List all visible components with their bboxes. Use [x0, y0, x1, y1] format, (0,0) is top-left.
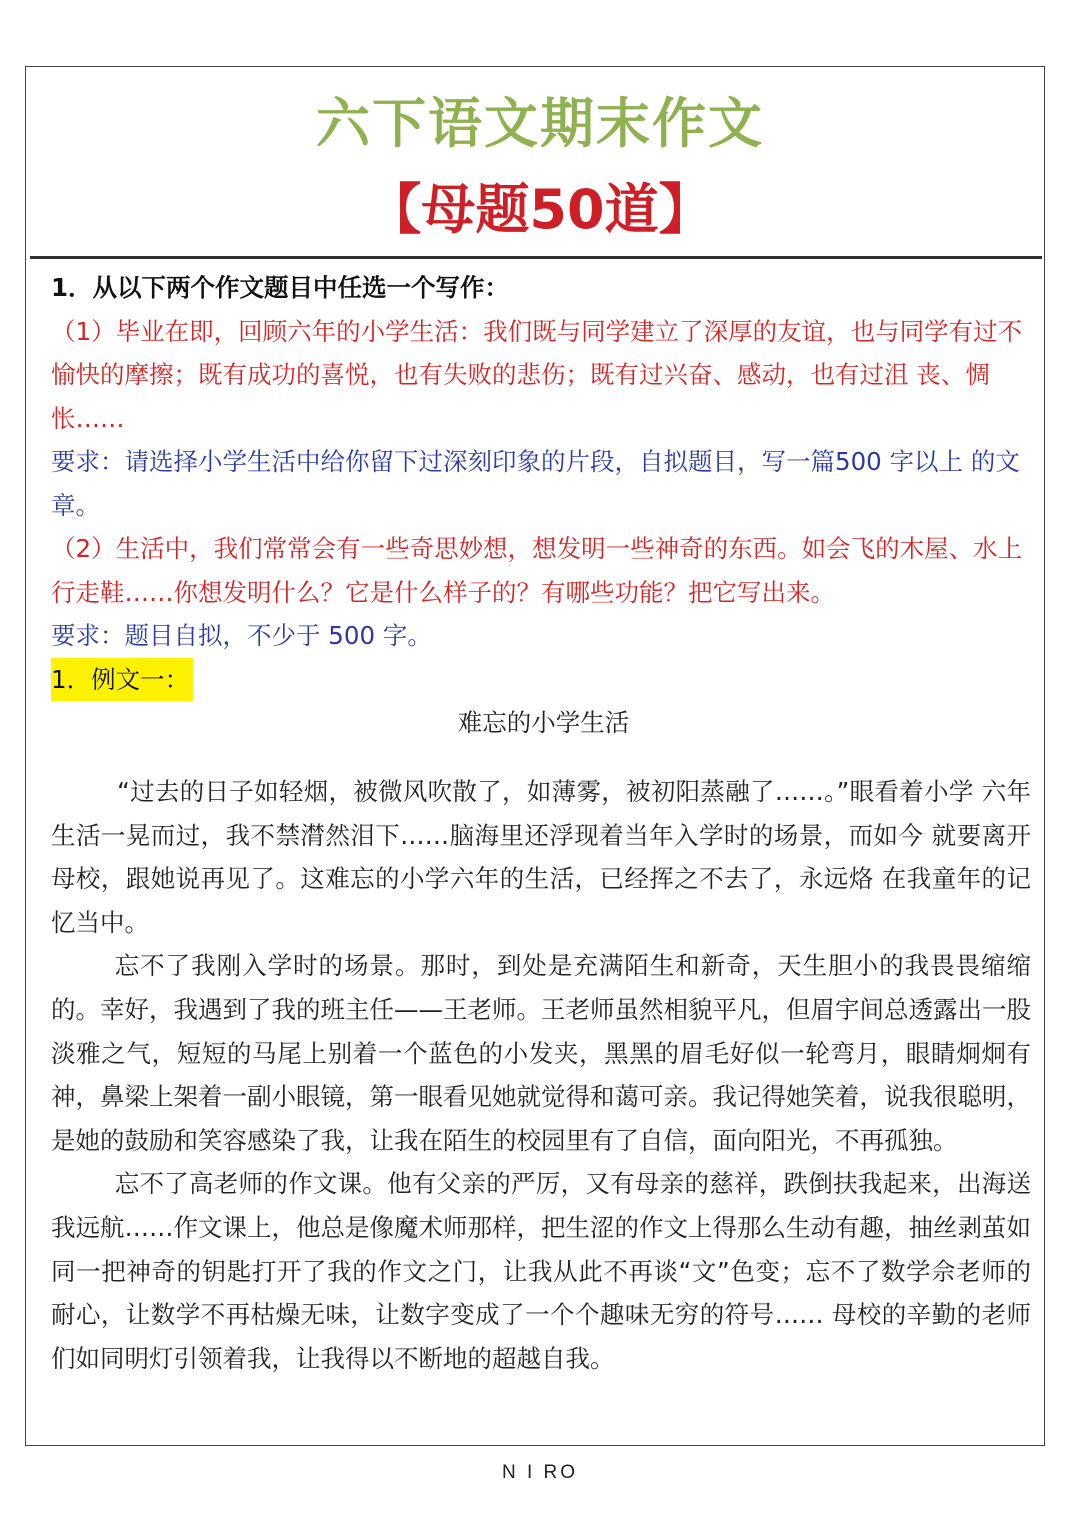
option-1-requirement: 要求：请选择小学生活中给你留下过深刻印象的片段，自拟题目，写一篇500 字以上 的文章。 [51, 447, 1020, 520]
question-section [51, 266, 1036, 745]
essay-paragraph: “过去的日子如轻烟，被微风吹散了，如薄雾，被初阳蒸融了……。”眼看着小学 六年生活一晃而过，我不禁潸然泪下……脑海里还浮现着当年入学时的场景，而如今 就要离开母校，跟她说再见了。这难忘的小学六年的生活，已经挥之不去了，永远烙 在我童年的记忆当中。 [51, 777, 1031, 937]
example-label-row [51, 658, 1036, 702]
example-label: 1．例文一： [51, 658, 193, 702]
question-heading: 1．从以下两个作文题目中任选一个写作： [51, 273, 510, 302]
option-2-requirement: 要求：题目自拟，不少于 500 字。 [51, 621, 432, 650]
essay-paragraph: 忘不了高老师的作文课。他有父亲的严厉，又有母亲的慈祥，跌倒扶我起来，出海送我远航……作文课上，他总是像魔术师那样，把生涩的作文上得那么生动有趣，抽丝剥茧如同一把神奇的钥匙打开了我的作文之门，让我从此不再谈“文”色变；忘不了数学佘老师的耐心，让数学不再枯燥无味，让数字变成了一个个趣味无穷的符号…… 母校的辛勤的老师们如同明灯引领着我，让我得以不断地的超越自我。 [51, 1169, 1031, 1373]
essay-paragraph: 忘不了我刚入学时的场景。那时，到处是充满陌生和新奇，天生胆小的我畏畏缩缩的。幸好，我遇到了我的班主任——王老师。王老师虽然相貌平凡，但眉宇间总透露出一股淡雅之气，短短的马尾上别着一个蓝色的小发夹，黑黑的眉毛好似一轮弯月，眼睛炯炯有神，鼻梁上架着一副小眼镜，第一眼看见她就觉得和蔼可亲。我记得她笑着，说我很聪明，是她的鼓励和笑容感染了我，让我在陌生的校园里有了自信，面向阳光，不再孤独。 [51, 951, 1031, 1155]
option-1-text: （1）毕业在即，回顾六年的小学生活：我们既与同学建立了深厚的友谊，也与同学有过不愉快的摩擦；既有成功的喜悦，也有失败的悲伤；既有过兴奋、感动，也有过沮 丧、惆怅…… [51, 316, 1023, 433]
page-subtitle: 【母题50道】 [367, 178, 713, 241]
header-divider [30, 256, 1042, 259]
option-2-text: （2）生活中，我们常常会有一些奇思妙想，想发明一些神奇的东西。如会飞的木屋、水上行走鞋……你想发明什么？它是什么样子的？有哪些功能？把它写出来。 [51, 534, 1023, 607]
essay-body [51, 770, 1031, 1380]
page-footer: N I RO [501, 1462, 579, 1483]
page-title: 六下语文期末作文 [316, 92, 764, 155]
essay-title: 难忘的小学生活 [457, 708, 630, 737]
